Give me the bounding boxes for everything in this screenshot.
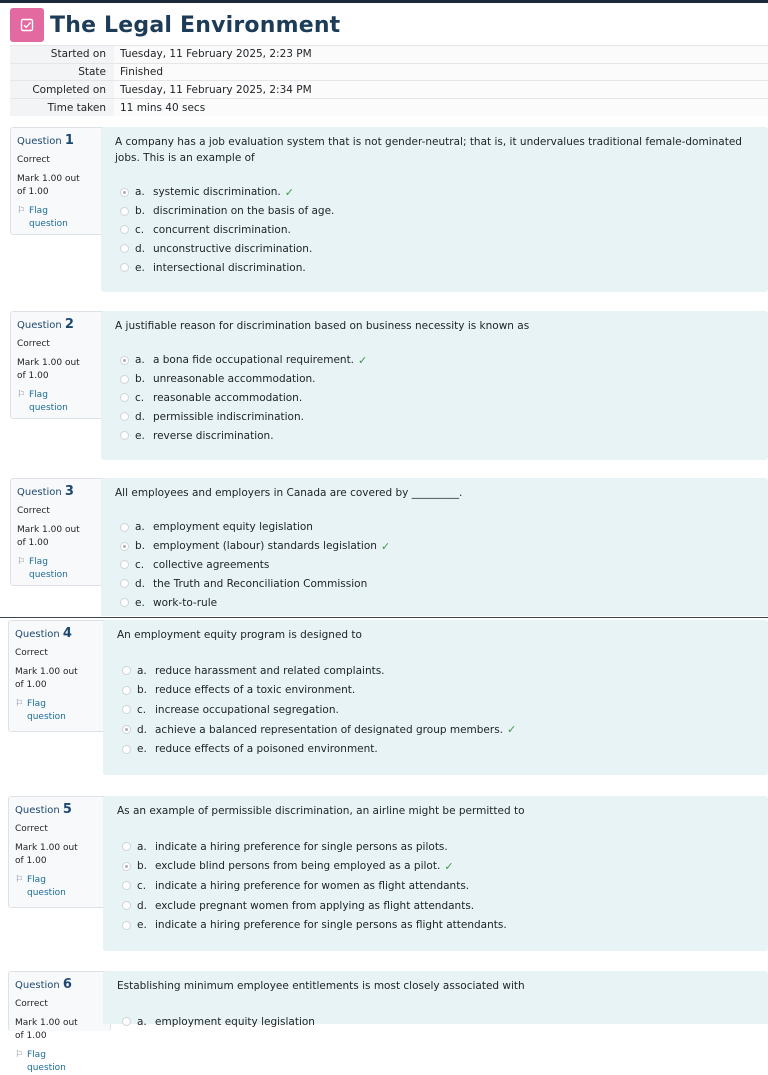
answer-text: reduce effects of a poisoned environment. [155, 743, 378, 756]
answer-list [115, 351, 754, 445]
summary-row-state [10, 63, 768, 81]
answer-list [115, 518, 754, 612]
answer-text: collective agreements [153, 558, 270, 571]
flag-label: question [27, 1063, 66, 1073]
summary-row-time-taken [10, 99, 768, 117]
answer-option[interactable] [115, 574, 754, 593]
summary-value: Finished [114, 63, 768, 81]
flag-icon: ⚐ [17, 206, 26, 216]
answer-letter: d. [135, 410, 146, 423]
question-number [17, 485, 106, 499]
answer-option[interactable] [117, 857, 754, 877]
radio-button[interactable] [120, 542, 129, 551]
summary-label: State [10, 63, 114, 81]
answer-letter: a. [137, 664, 147, 677]
answer-text: indicate a hiring preference for women as flight attendants. [155, 879, 470, 892]
answer-letter: c. [135, 391, 145, 404]
correct-check-icon: ✓ [507, 723, 517, 737]
grade-line: of 1.00 [17, 371, 49, 381]
answer-list [117, 837, 754, 935]
answer-letter: c. [135, 223, 145, 236]
summary-label: Started on [10, 46, 114, 64]
flag-question-link[interactable] [17, 205, 106, 231]
answer-option[interactable] [115, 183, 754, 202]
radio-button[interactable] [122, 842, 131, 851]
question-number [15, 803, 104, 817]
answer-text: work-to-rule [153, 596, 218, 609]
question-state: Correct [17, 506, 50, 516]
question-number-value: 4 [62, 626, 72, 641]
flag-label: question [27, 712, 66, 722]
grade-line: of 1.00 [15, 1031, 47, 1041]
screenshot-seam-divider [0, 617, 768, 618]
question-number [15, 978, 104, 992]
question-text: As an example of permissible discrimination, an airline might be permitted to [117, 805, 525, 817]
answer-list [115, 183, 754, 277]
answer-text: exclude pregnant women from applying as flight attendants. [155, 899, 475, 912]
answer-text: achieve a balanced representation of designated group members. [155, 723, 504, 736]
page-title: The Legal Environment [50, 12, 341, 38]
answer-letter: b. [137, 684, 148, 697]
question-state: Correct [15, 648, 48, 658]
answer-letter: b. [137, 860, 148, 873]
question-info-2 [10, 311, 113, 419]
question-text: A company has a job evaluation system that is not gender-neutral; that is, it undervalues traditional female-dominated jobs. This is an example of [115, 136, 742, 164]
radio-button[interactable] [122, 921, 131, 930]
question-prefix: Question [17, 136, 62, 147]
question-number-value: 1 [64, 133, 74, 148]
radio-button[interactable] [122, 745, 131, 754]
attempt-summary [10, 45, 768, 116]
grade-line: Mark 1.00 out [15, 667, 78, 677]
question-text: Establishing minimum employee entitlements is most closely associated with [117, 980, 525, 992]
answer-letter: d. [137, 899, 148, 912]
answer-letter: a. [137, 840, 147, 853]
answer-letter: c. [137, 703, 147, 716]
flag-icon: ⚐ [15, 699, 24, 709]
correct-check-icon: ✓ [380, 539, 391, 553]
radio-button[interactable] [120, 375, 129, 384]
radio-button[interactable] [120, 523, 129, 532]
top-border [0, 0, 768, 3]
radio-button[interactable] [120, 263, 129, 272]
radio-button[interactable] [120, 579, 129, 588]
radio-button[interactable] [120, 188, 129, 197]
answer-letter: a. [135, 186, 145, 199]
answer-text: intersectional discrimination. [153, 261, 306, 274]
question-content-5 [103, 796, 768, 951]
answer-option[interactable] [115, 537, 754, 556]
grade-line: Mark 1.00 out [15, 1018, 78, 1028]
grade-line: of 1.00 [15, 856, 47, 866]
radio-button[interactable] [120, 356, 129, 365]
question-number [17, 134, 106, 148]
answer-option[interactable] [117, 700, 754, 720]
question-content-2 [101, 311, 768, 460]
flag-question-link[interactable] [17, 556, 106, 582]
answer-text: permissible indiscrimination. [153, 410, 304, 423]
grade-line: Mark 1.00 out [15, 843, 78, 853]
radio-button[interactable] [120, 207, 129, 216]
answer-option[interactable] [115, 556, 754, 575]
flag-label: Flag [29, 390, 48, 400]
question-prefix: Question [17, 320, 62, 331]
radio-button[interactable] [120, 598, 129, 607]
summary-value: Tuesday, 11 February 2025, 2:34 PM [114, 81, 768, 99]
radio-button[interactable] [120, 560, 129, 569]
answer-text: employment equity legislation [153, 521, 313, 534]
radio-button[interactable] [122, 881, 131, 890]
flag-question-link[interactable] [15, 1049, 104, 1075]
answer-text: increase occupational segregation. [155, 703, 339, 716]
question-prefix: Question [15, 980, 60, 991]
answer-letter: e. [135, 429, 145, 442]
grade-line: of 1.00 [15, 680, 47, 690]
answer-option[interactable] [117, 739, 754, 759]
grade-line: Mark 1.00 out [17, 358, 80, 368]
answer-text: reduce effects of a toxic environment. [155, 684, 356, 697]
grade-line: Mark 1.00 out [17, 174, 80, 184]
answer-letter: a. [135, 354, 145, 367]
answer-option[interactable] [115, 221, 754, 240]
question-content-3 [101, 478, 768, 616]
answer-letter: b. [135, 205, 146, 218]
answer-text: exclude blind persons from being employed as a pilot. [155, 860, 441, 873]
answer-option[interactable] [115, 426, 754, 445]
radio-button[interactable] [122, 725, 131, 734]
answer-text: indicate a hiring preference for single persons as flight attendants. [155, 919, 507, 932]
answer-option[interactable] [115, 593, 754, 612]
answer-text: reduce harassment and related complaints. [155, 664, 385, 677]
answer-text: the Truth and Reconciliation Commission [153, 577, 368, 590]
answer-letter: d. [135, 577, 146, 590]
summary-label: Completed on [10, 81, 114, 99]
flag-label: Flag [27, 1050, 46, 1060]
answer-option[interactable] [117, 661, 754, 681]
flag-label: Flag [29, 206, 48, 216]
answer-letter: e. [135, 596, 145, 609]
question-info-4 [8, 620, 111, 732]
flag-icon: ⚐ [15, 875, 24, 885]
question-grade [17, 173, 106, 199]
answer-text: reasonable accommodation. [153, 391, 303, 404]
radio-button[interactable] [120, 412, 129, 421]
flag-label: question [27, 888, 66, 898]
answer-option[interactable] [117, 876, 754, 896]
question-grade [15, 1017, 104, 1043]
answer-text: reverse discrimination. [153, 429, 274, 442]
radio-button[interactable] [120, 244, 129, 253]
flag-question-link[interactable] [15, 698, 104, 724]
radio-button[interactable] [120, 225, 129, 234]
question-prefix: Question [15, 629, 60, 640]
question-text: All employees and employers in Canada are covered by _________. [115, 487, 463, 499]
question-info-6 [8, 971, 111, 1073]
summary-row-completed [10, 81, 768, 99]
flag-question-link[interactable] [17, 389, 106, 415]
answer-option[interactable] [117, 720, 754, 740]
answer-letter: e. [137, 919, 147, 932]
grade-line: of 1.00 [17, 538, 49, 548]
page-header [10, 8, 340, 42]
answer-text: discrimination on the basis of age. [153, 205, 335, 218]
answer-letter: b. [135, 373, 146, 386]
correct-check-icon: ✓ [284, 185, 294, 199]
answer-text: systemic discrimination. [153, 186, 281, 199]
question-content-1 [101, 127, 768, 292]
question-info-1 [10, 127, 113, 235]
flag-question-link[interactable] [15, 874, 104, 900]
answer-option[interactable] [115, 351, 754, 370]
answer-option[interactable] [115, 258, 754, 277]
grade-line: Mark 1.00 out [17, 525, 80, 535]
answer-option[interactable] [115, 202, 754, 221]
question-content-6 [103, 971, 768, 1028]
summary-value: Tuesday, 11 February 2025, 2:23 PM [114, 46, 768, 64]
answer-letter: c. [135, 558, 145, 571]
question-number [17, 318, 106, 332]
question-text: A justifiable reason for discrimination based on business necessity is known as [115, 320, 530, 332]
answer-letter: b. [135, 540, 146, 553]
answer-letter: d. [137, 723, 148, 736]
radio-button[interactable] [122, 666, 131, 675]
radio-button[interactable] [122, 705, 131, 714]
flag-label: Flag [29, 557, 48, 567]
grade-line: of 1.00 [17, 187, 49, 197]
correct-check-icon: ✓ [444, 859, 454, 873]
radio-button[interactable] [122, 686, 131, 695]
answer-option[interactable] [115, 518, 754, 537]
answer-option[interactable] [117, 896, 754, 916]
question-number-value: 5 [62, 802, 72, 817]
question-number-value: 2 [64, 317, 74, 332]
answer-text: employment (labour) standards legislation [153, 540, 377, 553]
flag-label: question [29, 570, 68, 580]
summary-label: Time taken [10, 99, 114, 117]
answer-option[interactable] [115, 389, 754, 408]
answer-letter: d. [135, 242, 146, 255]
question-grade [15, 666, 104, 692]
question-state: Correct [17, 339, 50, 349]
question-state: Correct [17, 155, 50, 165]
question-state: Correct [15, 999, 48, 1009]
question-number [15, 627, 104, 641]
radio-button[interactable] [122, 901, 131, 910]
radio-button[interactable] [122, 862, 131, 871]
answer-option[interactable] [117, 915, 754, 935]
question-info-3 [10, 478, 113, 586]
answer-letter: a. [135, 521, 145, 534]
question-content-4 [103, 620, 768, 775]
flag-label: Flag [27, 699, 46, 709]
radio-button[interactable] [120, 393, 129, 402]
correct-check-icon: ✓ [358, 353, 368, 367]
summary-value: 11 mins 40 secs [114, 99, 768, 117]
question-grade [17, 524, 106, 550]
radio-button[interactable] [122, 1017, 131, 1026]
answer-option[interactable] [115, 370, 754, 389]
flag-icon: ⚐ [17, 557, 26, 567]
radio-button[interactable] [120, 431, 129, 440]
question-grade [17, 357, 106, 383]
answer-list [117, 1012, 754, 1032]
answer-option[interactable] [115, 407, 754, 426]
question-number-value: 3 [64, 484, 74, 499]
answer-text: a bona fide occupational requirement. [153, 354, 355, 367]
question-prefix: Question [17, 487, 62, 498]
flag-label: Flag [27, 875, 46, 885]
answer-letter: a. [137, 1015, 147, 1028]
question-text: An employment equity program is designed to [117, 629, 362, 641]
summary-row-started [10, 46, 768, 64]
question-prefix: Question [15, 805, 60, 816]
flag-label: question [29, 219, 68, 229]
question-info-5 [8, 796, 111, 908]
answer-option[interactable] [117, 837, 754, 857]
flag-icon: ⚐ [17, 390, 26, 400]
answer-option[interactable] [115, 239, 754, 258]
answer-letter: e. [137, 743, 147, 756]
answer-text: indicate a hiring preference for single persons as pilots. [155, 840, 448, 853]
answer-option[interactable] [117, 681, 754, 701]
answer-text: concurrent discrimination. [153, 223, 291, 236]
flag-icon: ⚐ [15, 1050, 24, 1060]
answer-list [117, 661, 754, 759]
answer-option[interactable] [117, 1012, 754, 1032]
answer-text: unreasonable accommodation. [153, 373, 316, 386]
answer-text: unconstructive discrimination. [153, 242, 313, 255]
question-grade [15, 842, 104, 868]
quiz-icon [10, 8, 44, 42]
answer-letter: e. [135, 261, 145, 274]
question-state: Correct [15, 824, 48, 834]
answer-text: employment equity legislation [155, 1015, 315, 1028]
question-number-value: 6 [62, 977, 72, 992]
answer-letter: c. [137, 879, 147, 892]
flag-label: question [29, 403, 68, 413]
